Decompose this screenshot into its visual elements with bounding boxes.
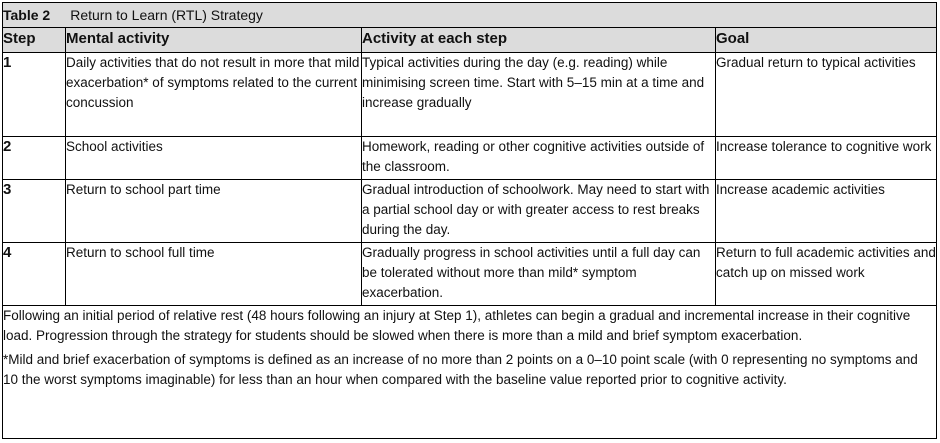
goal-cell: Increase tolerance to cognitive work: [716, 137, 937, 180]
header-activity-each-step: Activity at each step: [362, 28, 716, 53]
header-step: Step: [3, 28, 66, 53]
activity-cell: Homework, reading or other cognitive activities outside of the classroom.: [362, 137, 716, 180]
table-caption: [3, 3, 937, 28]
goal-cell: Return to full academic activities and catch up on missed work: [716, 243, 937, 306]
goal-cell: Increase academic activities: [716, 180, 937, 243]
footnote-rest-period: Following an initial period of relative rest (48 hours following an injury at Step 1), athletes can begin a gradual and incremental increase in their cognitive load. Progression through the strategy for students should be slowed when there is more than a mild and brief symptom exacerbation.: [3, 308, 911, 343]
goal-cell: Gradual return to typical activities: [716, 53, 937, 137]
step-number: 4: [3, 243, 66, 306]
table-row: [3, 137, 937, 180]
step-number: 1: [3, 53, 66, 137]
mental-activity-cell: Return to school full time: [66, 243, 362, 306]
activity-cell: Typical activities during the day (e.g. reading) while minimising screen time. Start with 5–15 min at a time and increase gradually: [362, 53, 716, 137]
step-number: 3: [3, 180, 66, 243]
mental-activity-cell: Daily activities that do not result in more that mild exacerbation* of symptoms related to the current concussion: [66, 53, 362, 137]
step-number: 2: [3, 137, 66, 180]
activity-cell: Gradually progress in school activities until a full day can be tolerated without more than mild* symptom exacerbation.: [362, 243, 716, 306]
header-goal: Goal: [716, 28, 937, 53]
mental-activity-cell: School activities: [66, 137, 362, 180]
table-row: [3, 53, 937, 137]
activity-cell: Gradual introduction of schoolwork. May need to start with a partial school day or with greater access to rest breaks during the day.: [362, 180, 716, 243]
table-footnote-row: [3, 306, 937, 439]
table-caption-row: [3, 3, 937, 28]
table-row: [3, 243, 937, 306]
mental-activity-cell: Return to school part time: [66, 180, 362, 243]
header-mental-activity: Mental activity: [66, 28, 362, 53]
table-number: Table 2: [3, 7, 51, 23]
rtl-strategy-table: [2, 2, 937, 439]
table-title: Return to Learn (RTL) Strategy: [70, 7, 263, 23]
table-row: [3, 180, 937, 243]
table-footnotes: [3, 306, 937, 439]
footnote-exacerbation-definition: *Mild and brief exacerbation of symptoms is defined as an increase of no more than 2 points on a 0–10 point scale (with 0 representing no symptoms and 10 the worst symptoms imaginable) for less than an hour when compared with the baseline value reported prior to cognitive activity.: [3, 352, 918, 387]
table-header-row: [3, 28, 937, 53]
